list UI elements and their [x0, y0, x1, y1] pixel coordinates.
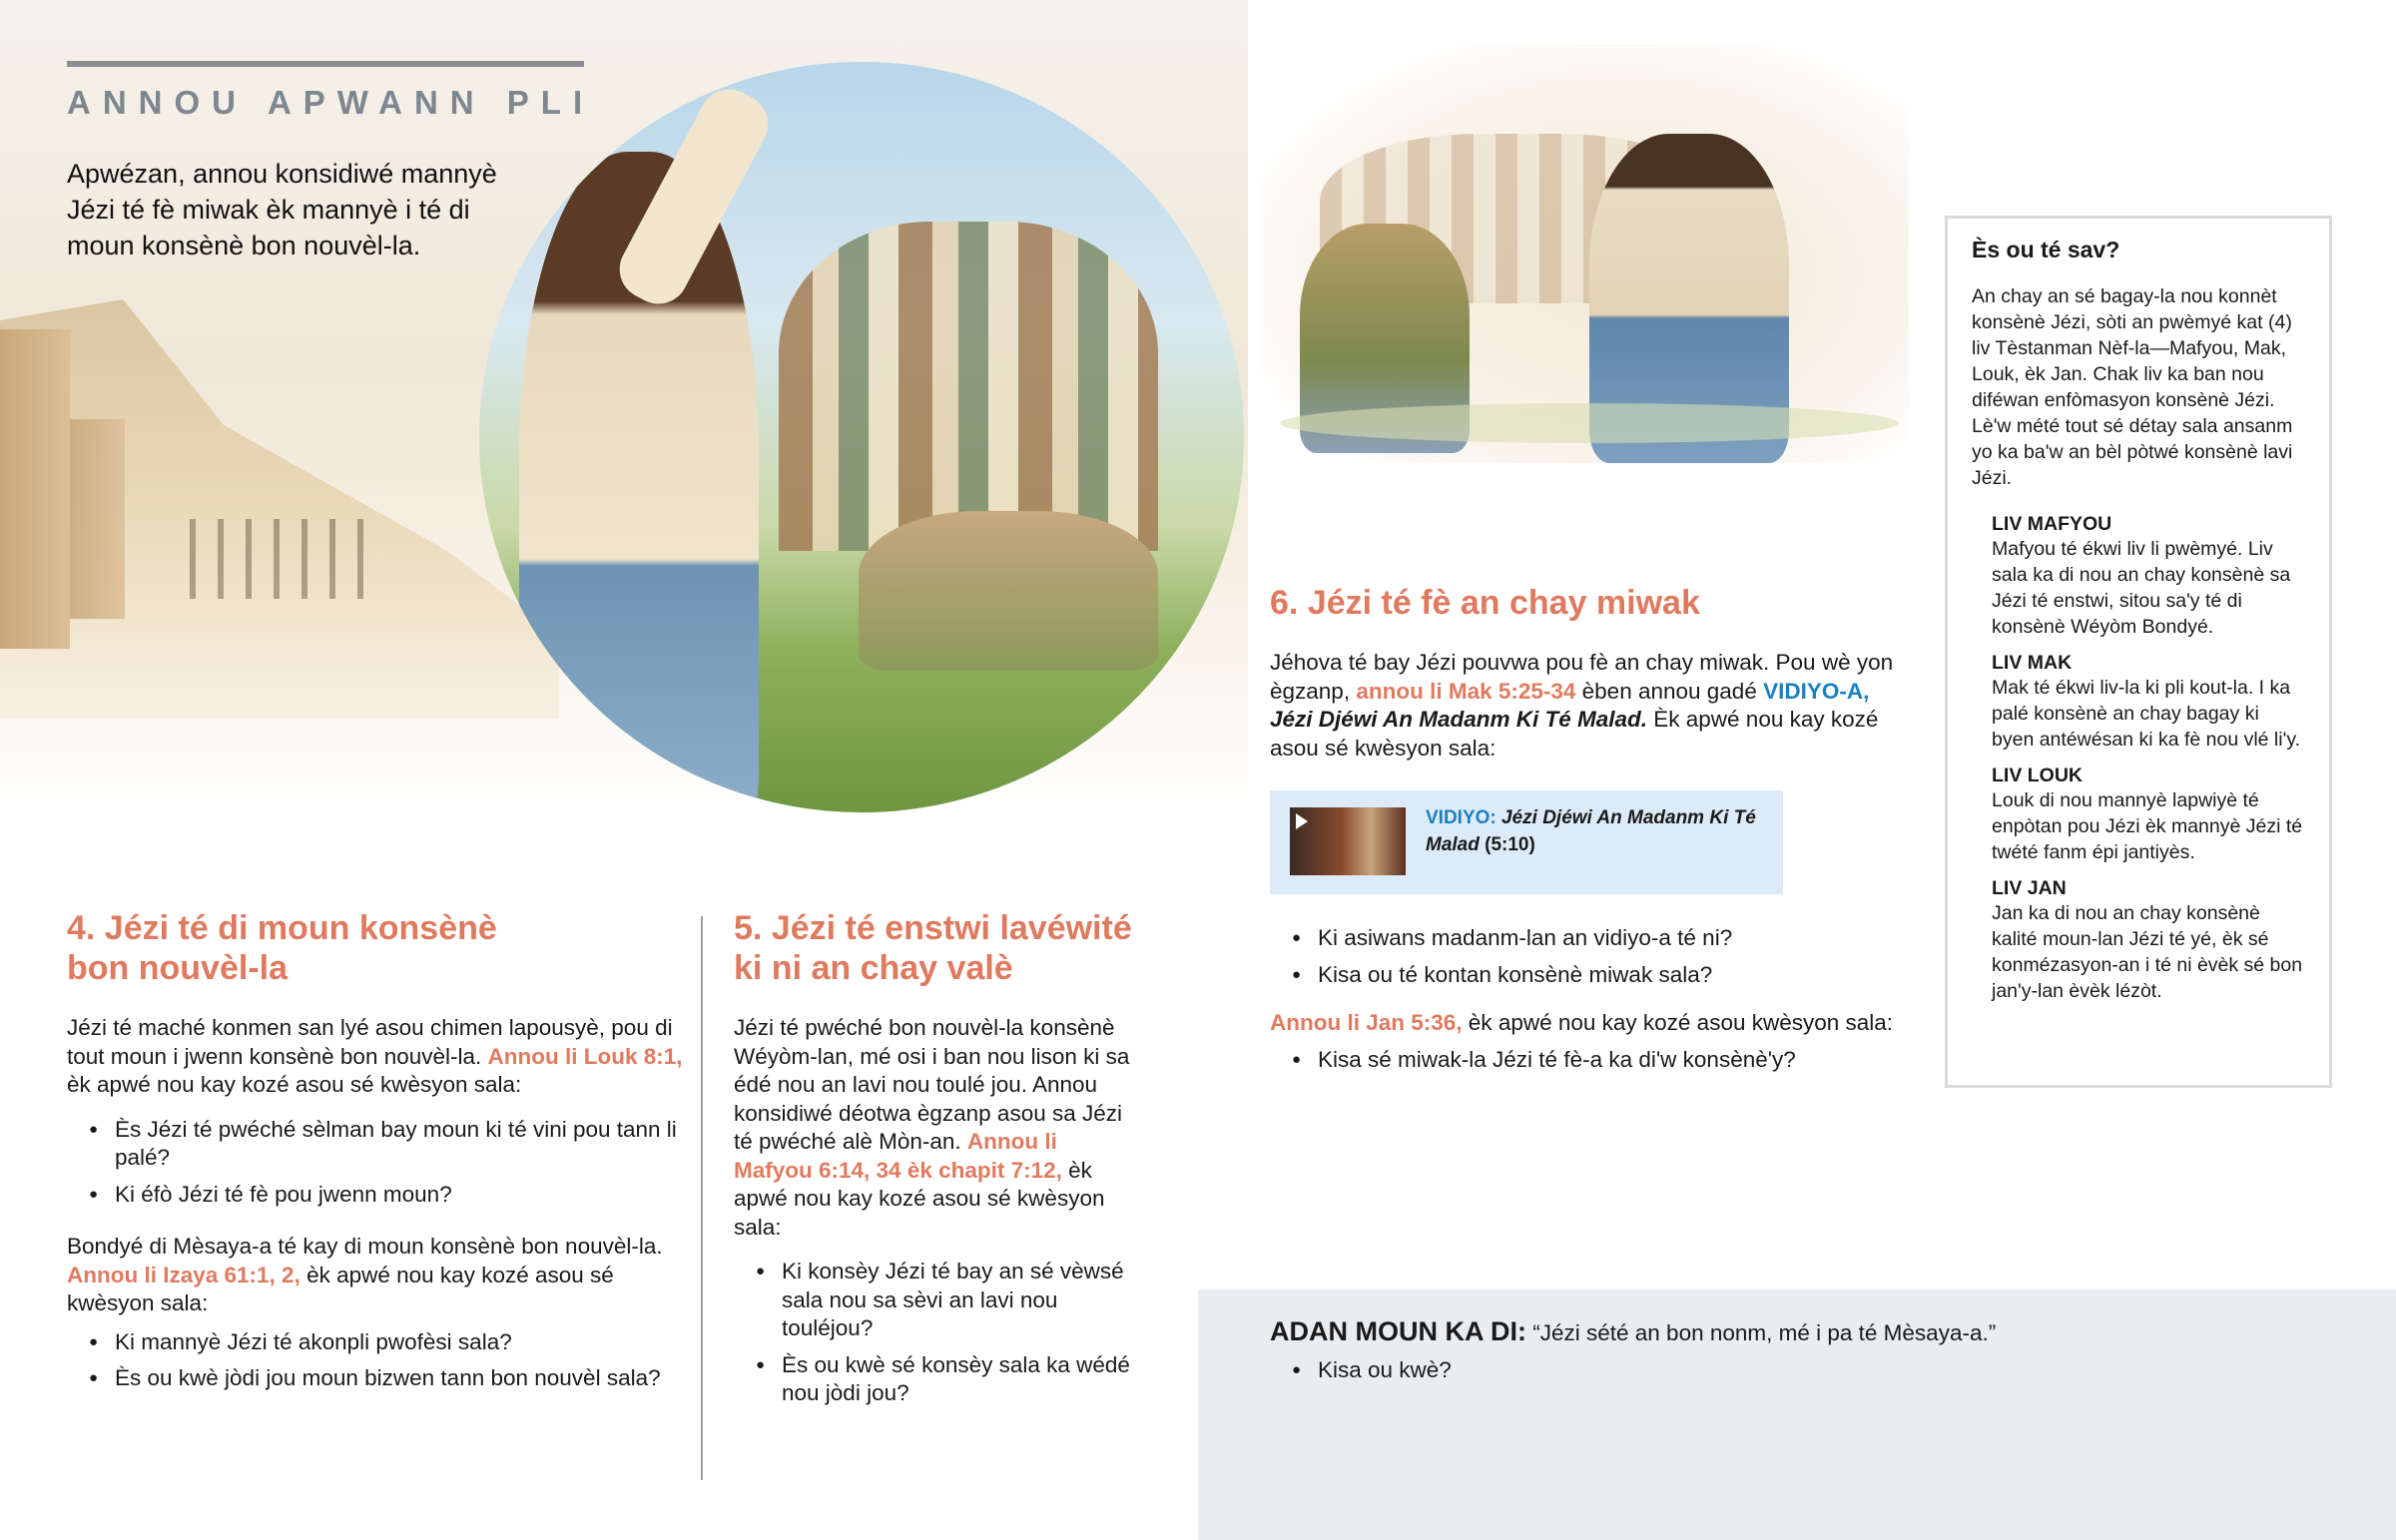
section-6-title: 6. Jézi té fè an chay miwak: [1270, 584, 1700, 622]
paragraph-text: èk apwé nou kay kozé asou sé kwèsyon sala:: [67, 1262, 614, 1315]
book-description: Mafyou té ékwi liv li pwèmyé. Liv sala ka di nou an chay konsènè sa Jézi té enstwi, sitou sa'y té di konsènè Wéyòm Bondyé.: [1992, 538, 2291, 638]
paragraph-text: Jézi té pwéché bon nouvèl-la konsènè Wéyòm-lan, mé osi i ban nou lison ki sa édé nou an lavi nou toulé jou. Annou konsidiwé déotwa ègzanp asou sa Jézi té pwéché alè Mòn-an.: [734, 1015, 1130, 1154]
video-caption: [1426, 804, 1765, 858]
section-4-paragraph-2: [67, 1233, 686, 1318]
intro-text: Apwézan, annou konsidiwé mannyè Jézi té fè miwak èk mannyè i té di moun konsènè bon nouvèl-la.: [67, 159, 497, 260]
question-item: ● Ki konsèy Jézi té bay an sé vèwsé sala nou sa sèvi an lavi nou touléjou?: [734, 1258, 1133, 1343]
book-description: Louk di nou mannyè lapwiyè té enpòtan pou Jézi èk mannyè Jézi té twété fanm épi jantiyès.: [1992, 789, 2303, 863]
page-kicker: ANNOU APWANN PLI: [67, 84, 595, 121]
book-name: LIV LOUK: [1992, 765, 2083, 786]
section-4-title: [67, 908, 686, 988]
book-name: LIV MAFYOU: [1992, 513, 2112, 535]
scripture-link-matthew[interactable]: Annou li Mafyou 6:14, 34 èk chapit 7:12,: [734, 1129, 1062, 1183]
paragraph-text: èben annou gadé: [1575, 678, 1764, 704]
section-4-paragraph-1: [67, 1014, 686, 1100]
section-5-title-line2: ki ni an chay valè: [734, 949, 1013, 987]
video-label: VIDIYO:: [1426, 807, 1497, 828]
section-6-paragraph-2: [1270, 1009, 1909, 1038]
objection-quote: “Jézi sété an bon nonm, mé i pa té Mèsaya-a.”: [1525, 1320, 1997, 1345]
section-5-title: [734, 908, 1133, 988]
question-item: ● Ki asiwans madanm-lan an vidiyo-a té ni?: [1270, 924, 1909, 953]
did-you-know-box: [1945, 216, 2332, 1088]
section-4: [67, 908, 686, 1393]
scripture-link-isaiah[interactable]: Annou li Izaya 61:1, 2,: [67, 1262, 300, 1287]
book-name: LIV MAK: [1992, 652, 2073, 674]
sidebar-book-item: [1992, 652, 2305, 753]
paragraph-text: Bondyé di Mèsaya-a té kay di moun konsènè bon nouvèl-la.: [67, 1234, 663, 1259]
building-illustration: [70, 419, 125, 619]
section-5: [734, 908, 1133, 1408]
question-item: ● Ki éfò Jézi té fè pou jwenn moun?: [67, 1181, 686, 1210]
question-item: ● Ès ou kwè sé konsèy sala ka wédé nou jòdi jou?: [734, 1351, 1133, 1408]
sidebar-book-item: [1992, 877, 2305, 1004]
video-title-inline: Jézi Djéwi An Madanm Ki Té Malad.: [1270, 707, 1647, 732]
paragraph-text: èk apwé nou kay kozé asou sé kwèsyon sala:: [67, 1072, 522, 1097]
paragraph-text: Jézi té maché konmen san lyé asou chimen lapousyè, pou di tout moun i jwenn konsènè bon nouvèl-la.: [67, 1015, 673, 1069]
section-4-questions-2: [67, 1328, 686, 1393]
video-thumbnail[interactable]: [1290, 807, 1406, 875]
video-duration: (5:10): [1485, 834, 1535, 855]
objection-line: [1270, 1317, 2348, 1348]
scripture-link-luke[interactable]: Annou li Louk 8:1,: [487, 1043, 683, 1069]
book-description: Jan ka di nou an chay konsènè kalité moun-lan Jézi té yé, èk sé konmézasyon-an i té ni èvèk sé bon jan'y-lan èvèk lézòt.: [1992, 902, 2303, 1002]
sidebar-book-item: [1992, 513, 2305, 640]
scripture-link-mark[interactable]: annou li Mak 5:25-34: [1356, 678, 1576, 704]
paragraph-text: Jéhova té bay Jézi pouvwa pou fè an chay miwak. Pou wè yon ègzanp,: [1270, 650, 1894, 704]
video-title: Jézi Djéwi An Madanm Ki Té Malad: [1426, 807, 1756, 855]
play-icon: [1296, 813, 1308, 829]
question-item: ● Kisa ou kwè?: [1270, 1356, 2348, 1385]
healing-illustration: [1260, 44, 1909, 463]
sidebar-intro: An chay an sé bagay-la nou konnèt konsènè Jézi, sòti an pwèmyé kat (4) liv Tèstanman Nèf-la—Mafyou, Mak, Louk, èk Jan. Chak liv ka ban nou diféwan enfòmasyon konsènè Jézi. Lè'w mété tout sé détay sala ansanm yo ka ba'w an bèl pòtwé konsènè lavi Jézi.: [1972, 285, 2293, 489]
objection-questions: [1270, 1356, 2348, 1385]
building-illustration: [0, 329, 70, 649]
question-item: ● Kisa ou té kontan konsènè miwak sala?: [1270, 961, 1909, 990]
sidebar-title: Ès ou té sav?: [1972, 237, 2120, 262]
section-5-paragraph-1: [734, 1014, 1133, 1242]
paragraph-text: èk apwé nou kay kozé asou kwèsyon sala:: [1462, 1010, 1894, 1035]
question-item: ● Ès Jézi té pwéché sèlman bay moun ki té vini pou tann li palé?: [67, 1116, 686, 1173]
section-6-questions-1: [1270, 924, 1909, 989]
section-5-title-line1: 5. Jézi té enstwi lavéwité: [734, 909, 1132, 947]
column-divider: [701, 916, 703, 1480]
section-4-title-line1: 4. Jézi té di moun konsènè: [67, 909, 497, 947]
sidebar-book-item: [1992, 765, 2305, 865]
objection-content: [1270, 1317, 2348, 1384]
book-description: Mak té ékwi liv-la ki pli kout-la. I ka palé konsènè an chay bagay ki byen antéwésan ki ka fè nou vlé li'y.: [1992, 677, 2301, 751]
book-name: LIV JAN: [1992, 877, 2067, 899]
scripture-link-john[interactable]: Annou li Jan 5:36,: [1270, 1010, 1463, 1035]
objection-label: ADAN MOUN KA DI:: [1270, 1316, 1526, 1346]
section-6: [1270, 583, 1909, 763]
jesus-preaching-illustration: [479, 62, 1244, 812]
question-item: ● Ki mannyè Jézi té akonpli pwofèsi sala?: [67, 1328, 686, 1357]
crowd-illustration: [190, 519, 379, 599]
question-item: ● Kisa sé miwak-la Jézi té fè-a ka di'w konsènè'y?: [1270, 1046, 1909, 1075]
paragraph-text: Èk apwé nou kay kozé asou sé kwèsyon sala:: [1270, 707, 1879, 761]
section-6-lower: [1270, 916, 1909, 1074]
sidebar-book-list: [1972, 513, 2305, 1004]
section-5-questions: [734, 1258, 1133, 1408]
question-item: ● Ès ou kwè jòdi jou moun bizwen tann bon nouvèl sala?: [67, 1364, 686, 1393]
section-6-paragraph-1: [1270, 649, 1909, 763]
header-rule: [67, 61, 584, 67]
section-4-questions-1: [67, 1116, 686, 1210]
video-card[interactable]: [1270, 790, 1783, 894]
section-6-questions-2: [1270, 1046, 1909, 1075]
video-link[interactable]: VIDIYO-A,: [1763, 678, 1870, 704]
objection-band: [1198, 1289, 2396, 1540]
section-4-title-line2: bon nouvèl-la: [67, 949, 288, 987]
paragraph-text: èk apwé nou kay kozé asou sé kwèsyon sala:: [734, 1157, 1105, 1240]
